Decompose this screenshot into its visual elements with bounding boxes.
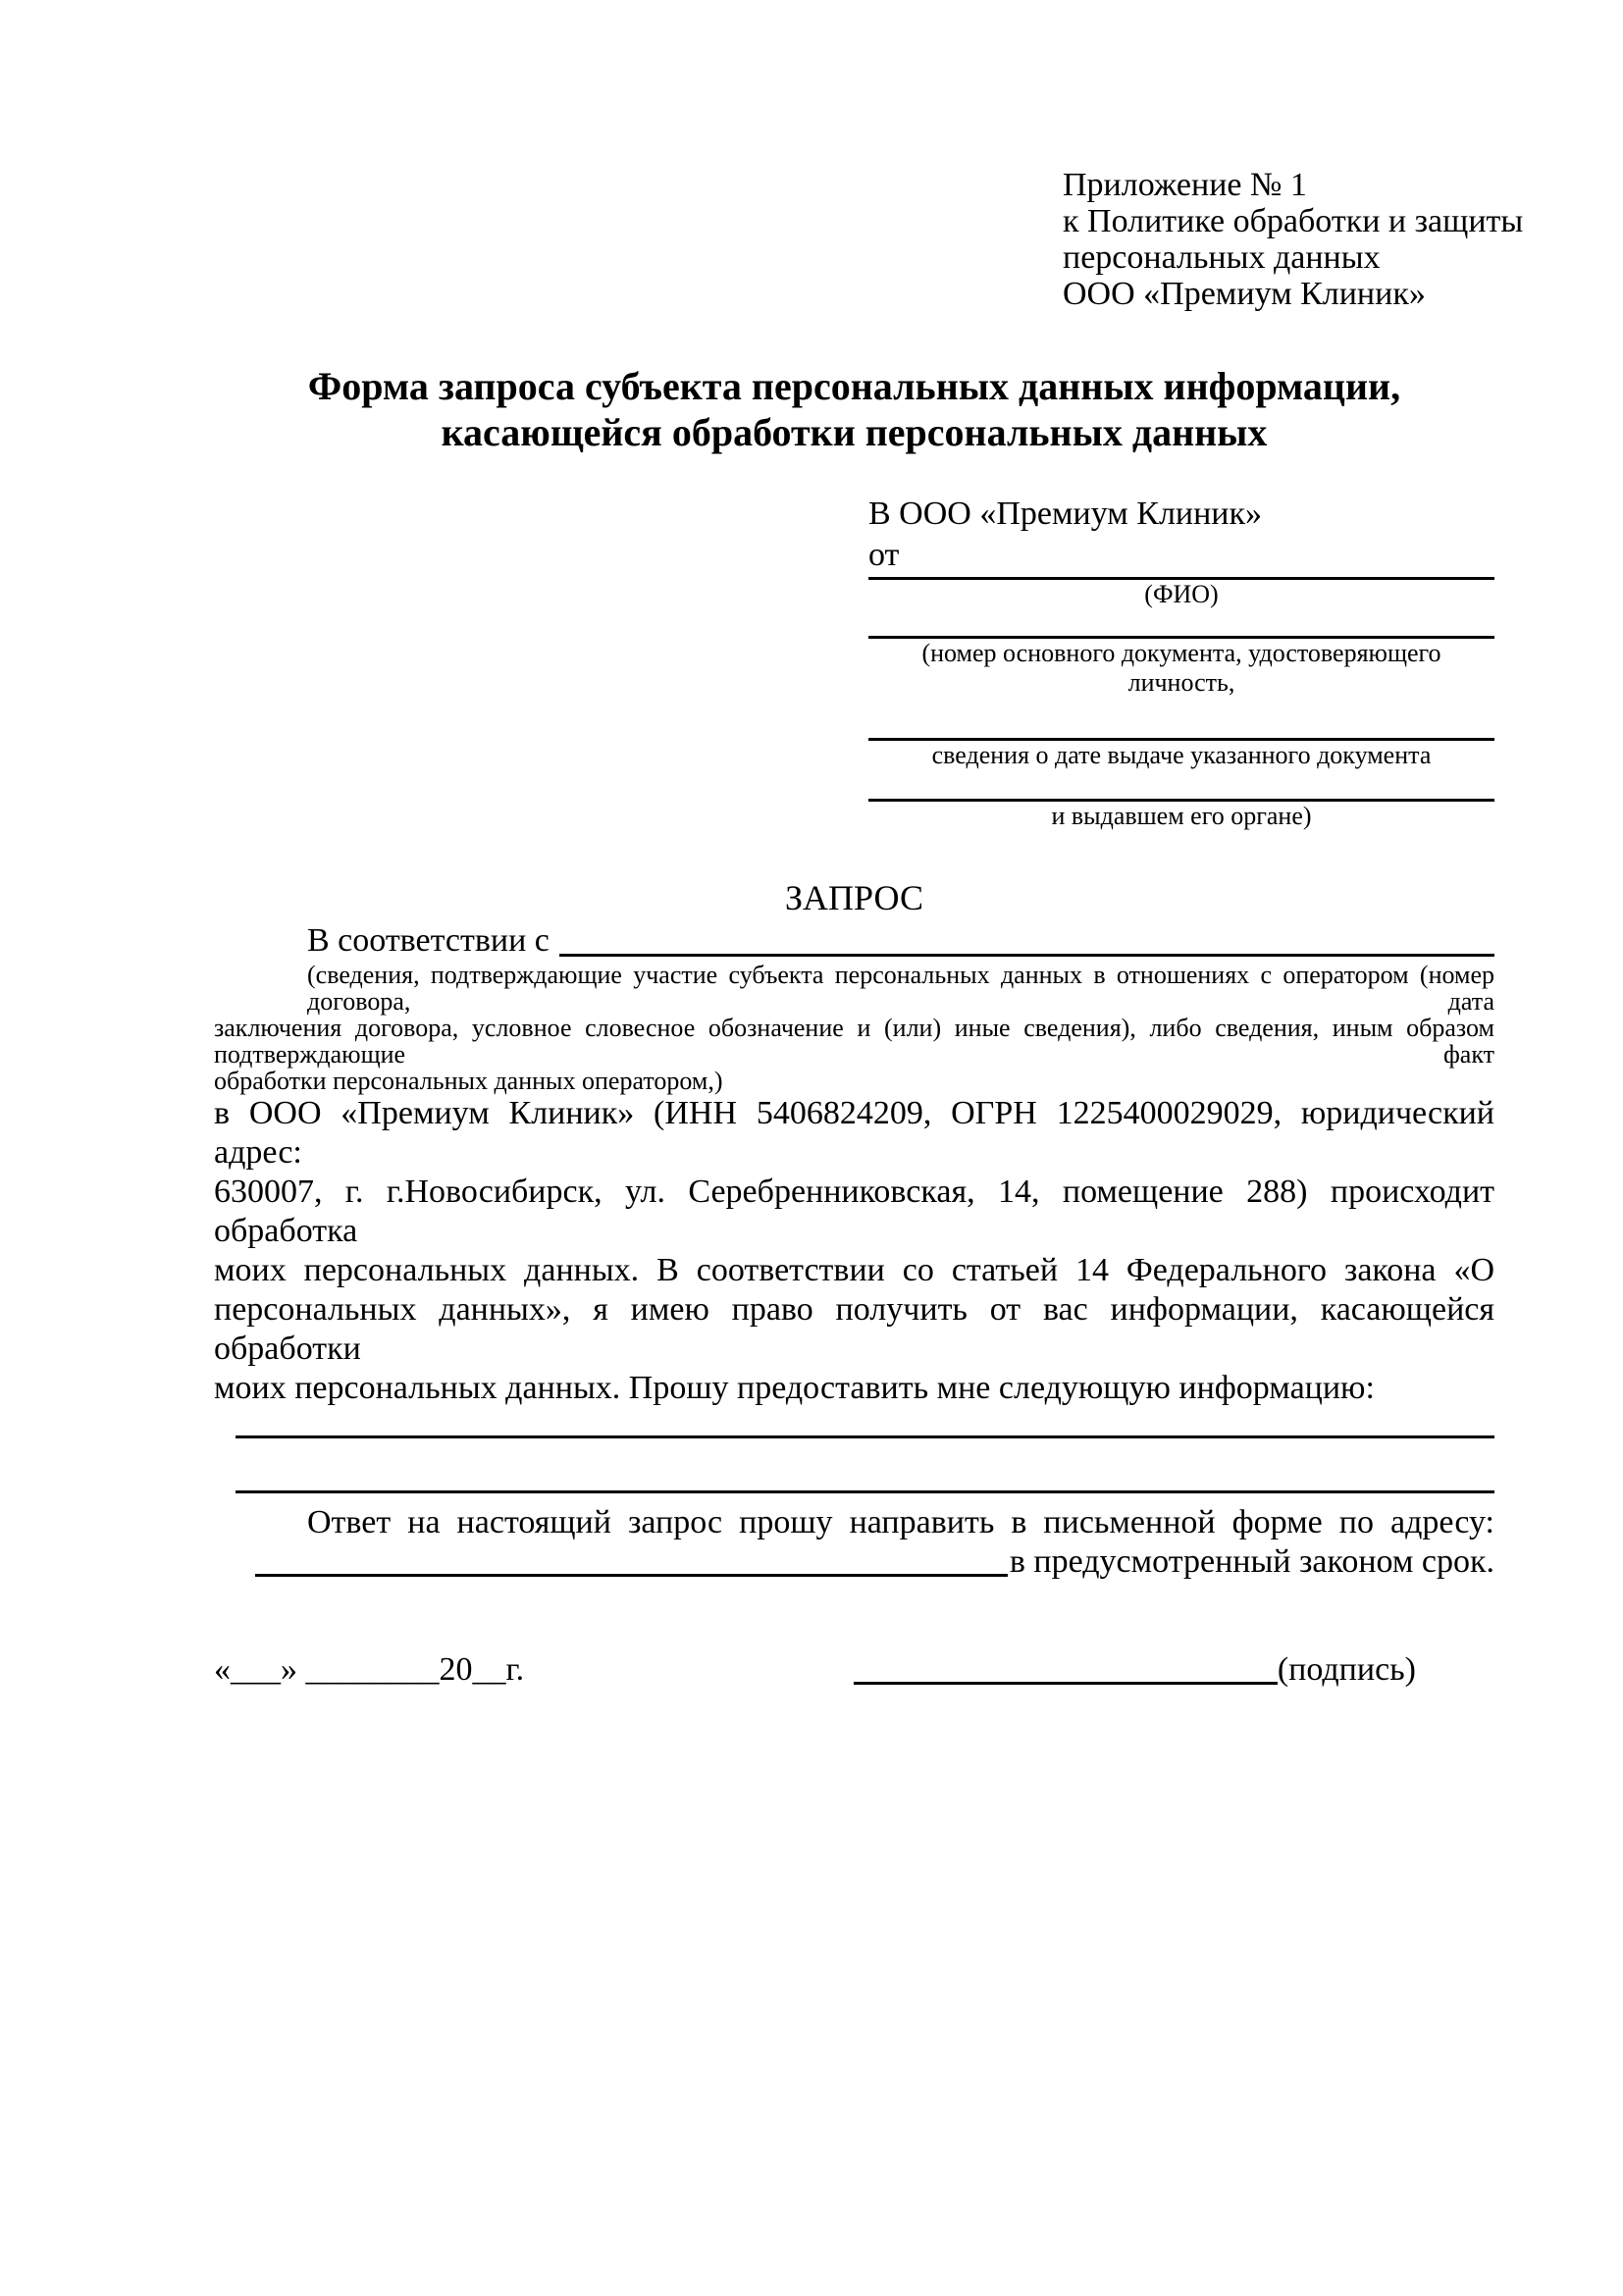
issue-date-caption: сведения о дате выдаче указанного документа — [931, 741, 1432, 769]
document-title-line: Форма запроса субъекта персональных данных информации, — [307, 364, 1401, 408]
fio-caption: (ФИО) — [1144, 580, 1219, 608]
addressee-to: В ООО «Премиум Клиник» — [868, 496, 1263, 532]
info-fill-line-1 — [236, 1435, 1494, 1438]
signature-caption: (подпись) — [1277, 1651, 1416, 1688]
body-paragraph-line: 630007, г. г.Новосибирск, ул. Серебренниковская, 14, помещение 288) происходит обработка — [214, 1174, 1494, 1249]
info-fill-line-2 — [236, 1490, 1494, 1493]
signature-group — [854, 1650, 1416, 1690]
address-fill-line — [255, 1574, 1008, 1577]
accordance-fill-line — [559, 954, 1494, 957]
basis-note — [214, 962, 1494, 1094]
body-paragraph — [214, 1094, 1494, 1408]
issuing-authority-caption: и выдавшем его органе) — [1051, 802, 1312, 830]
date-signature-row — [214, 1650, 1494, 1690]
date-field: «___» ________20__г. — [214, 1651, 525, 1688]
request-heading: ЗАПРОС — [785, 878, 923, 917]
document-title — [214, 363, 1494, 455]
answer-suffix: в предусмотренный законом срок. — [1009, 1543, 1494, 1580]
body-paragraph-line: моих персональных данных. В соответствии со статьей 14 Федерального закона «О — [214, 1252, 1494, 1288]
signature-fill-line — [854, 1682, 1278, 1685]
addressee-from: от — [868, 537, 900, 573]
appendix-line: Приложение № 1 — [1063, 167, 1307, 203]
doc-number-caption: (номер основного документа, удостоверяющего личность, — [921, 639, 1441, 697]
answer-address-row — [214, 1542, 1494, 1582]
accordance-prefix: В соответствии с — [307, 922, 550, 959]
body-paragraph-line: в ООО «Премиум Клиник» (ИНН 5406824209, ОГРН 1225400029029, юридический адрес: — [214, 1095, 1494, 1171]
addressee-block — [868, 494, 1494, 831]
appendix-line: к Политике обработки и защиты — [1063, 203, 1524, 239]
appendix-block — [1063, 167, 1524, 312]
body-paragraph-line: моих персональных данных. Прошу предоставить мне следующую информацию: — [214, 1370, 1375, 1406]
appendix-line: ООО «Премиум Клиник» — [1063, 276, 1426, 312]
document-title-line: касающейся обработки персональных данных — [441, 410, 1268, 454]
basis-note-line: обработки персональных данных оператором,) — [214, 1067, 723, 1095]
basis-note-line: (сведения, подтверждающие участие субъекта персональных данных в отношениях с оператором (номер договора, дата — [307, 961, 1494, 1016]
body-paragraph-line: персональных данных», я имею право получить от вас информации, касающейся обработки — [214, 1291, 1494, 1367]
basis-note-line: заключения договора, условное словесное обозначение и (или) иные сведения), либо сведения, иным образом подтверждающие факт — [214, 1014, 1494, 1069]
appendix-line: персональных данных — [1063, 239, 1381, 276]
accordance-line — [214, 920, 1494, 962]
answer-paragraph: Ответ на настоящий запрос прошу направить в письменной форме по адресу: — [307, 1504, 1494, 1540]
